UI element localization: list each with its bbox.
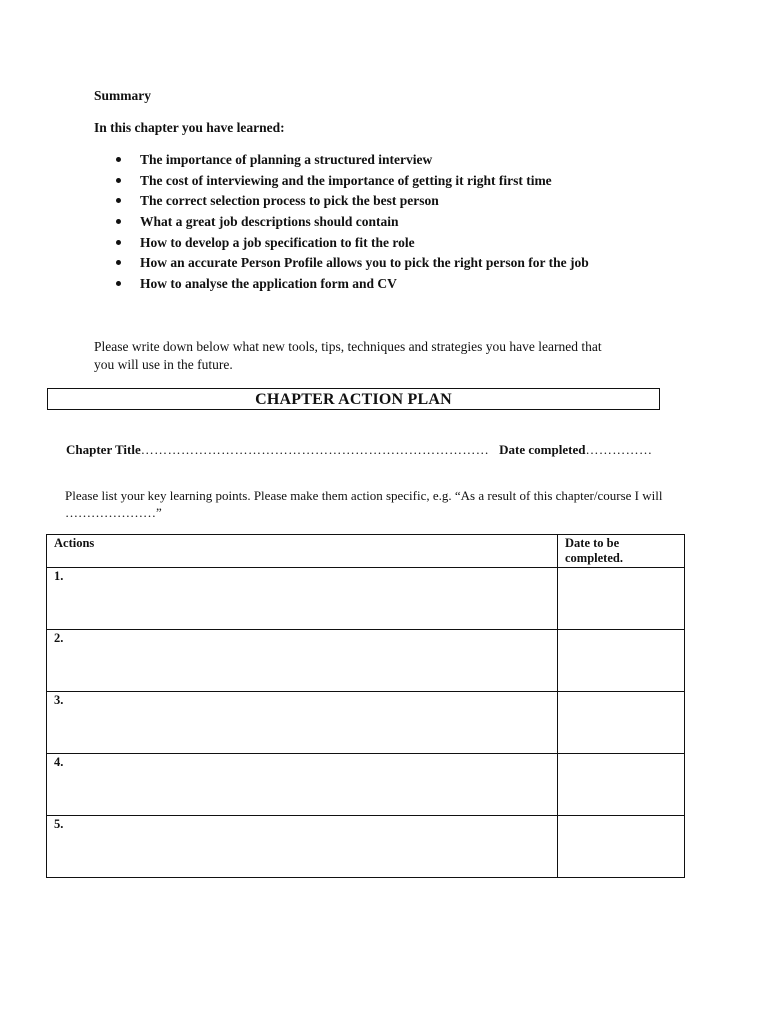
date-cell[interactable] bbox=[558, 692, 685, 754]
list-item bbox=[112, 235, 589, 256]
chapter-title-field[interactable]: …………………………………………………………………… bbox=[140, 442, 490, 457]
bullet-icon bbox=[116, 240, 121, 245]
instructions-line-2: you will use in the future. bbox=[94, 357, 233, 372]
table-row bbox=[47, 816, 685, 878]
learned-heading: In this chapter you have learned: bbox=[94, 120, 285, 135]
date-cell[interactable] bbox=[558, 816, 685, 878]
date-header: Date to be completed. bbox=[558, 535, 685, 568]
list-item bbox=[112, 173, 589, 194]
list-item-text: The correct selection process to pick the best person bbox=[140, 193, 439, 209]
list-item-text: The cost of interviewing and the importance of getting it right first time bbox=[140, 172, 552, 188]
chapter-title-label: Chapter Title bbox=[66, 442, 141, 457]
table-header-row bbox=[47, 535, 685, 568]
bullet-icon bbox=[116, 281, 121, 286]
list-item bbox=[112, 276, 589, 297]
bullet-icon bbox=[116, 157, 121, 162]
summary-heading: Summary bbox=[94, 88, 151, 103]
bullet-icon bbox=[116, 198, 121, 203]
actions-header: Actions bbox=[47, 535, 558, 568]
date-cell[interactable] bbox=[558, 568, 685, 630]
table-row bbox=[47, 568, 685, 630]
bullet-icon bbox=[116, 260, 121, 265]
list-item-text: How to analyse the application form and CV bbox=[140, 276, 397, 292]
action-cell[interactable]: 3. bbox=[47, 692, 558, 754]
chapter-title-row bbox=[66, 442, 652, 458]
bullet-icon bbox=[116, 178, 121, 183]
learning-points-line-1: Please list your key learning points. Please make them action specific, e.g. “As a result of this chapter/course I will bbox=[65, 488, 663, 503]
list-item-text: The importance of planning a structured interview bbox=[140, 152, 433, 167]
date-cell[interactable] bbox=[558, 754, 685, 816]
list-item-text: How an accurate Person Profile allows you to pick the right person for the job bbox=[140, 255, 589, 271]
table-row bbox=[47, 630, 685, 692]
list-item-text: How to develop a job specification to fit the role bbox=[140, 234, 415, 250]
instructions-line-1: Please write down below what new tools, tips, techniques and strategies you have learned that bbox=[94, 339, 602, 354]
learning-points-instruction bbox=[65, 487, 725, 521]
bullet-icon bbox=[116, 219, 121, 224]
instructions-paragraph bbox=[94, 338, 694, 374]
table-row bbox=[47, 692, 685, 754]
action-cell[interactable]: 4. bbox=[47, 754, 558, 816]
date-completed-field[interactable]: …………… bbox=[585, 442, 653, 457]
list-item-text: What a great job descriptions should contain bbox=[140, 214, 399, 230]
list-item bbox=[112, 214, 589, 235]
list-item bbox=[112, 152, 589, 173]
action-cell[interactable]: 1. bbox=[47, 568, 558, 630]
action-plan-title: CHAPTER ACTION PLAN bbox=[47, 388, 660, 410]
date-cell[interactable] bbox=[558, 630, 685, 692]
actions-table bbox=[46, 534, 685, 878]
date-completed-label: Date completed bbox=[499, 442, 586, 457]
table-row bbox=[47, 754, 685, 816]
action-cell[interactable]: 2. bbox=[47, 630, 558, 692]
list-item bbox=[112, 193, 589, 214]
action-cell[interactable]: 5. bbox=[47, 816, 558, 878]
list-item bbox=[112, 255, 589, 276]
learning-points-line-2[interactable]: …………………” bbox=[65, 505, 162, 520]
learned-list bbox=[112, 152, 589, 297]
